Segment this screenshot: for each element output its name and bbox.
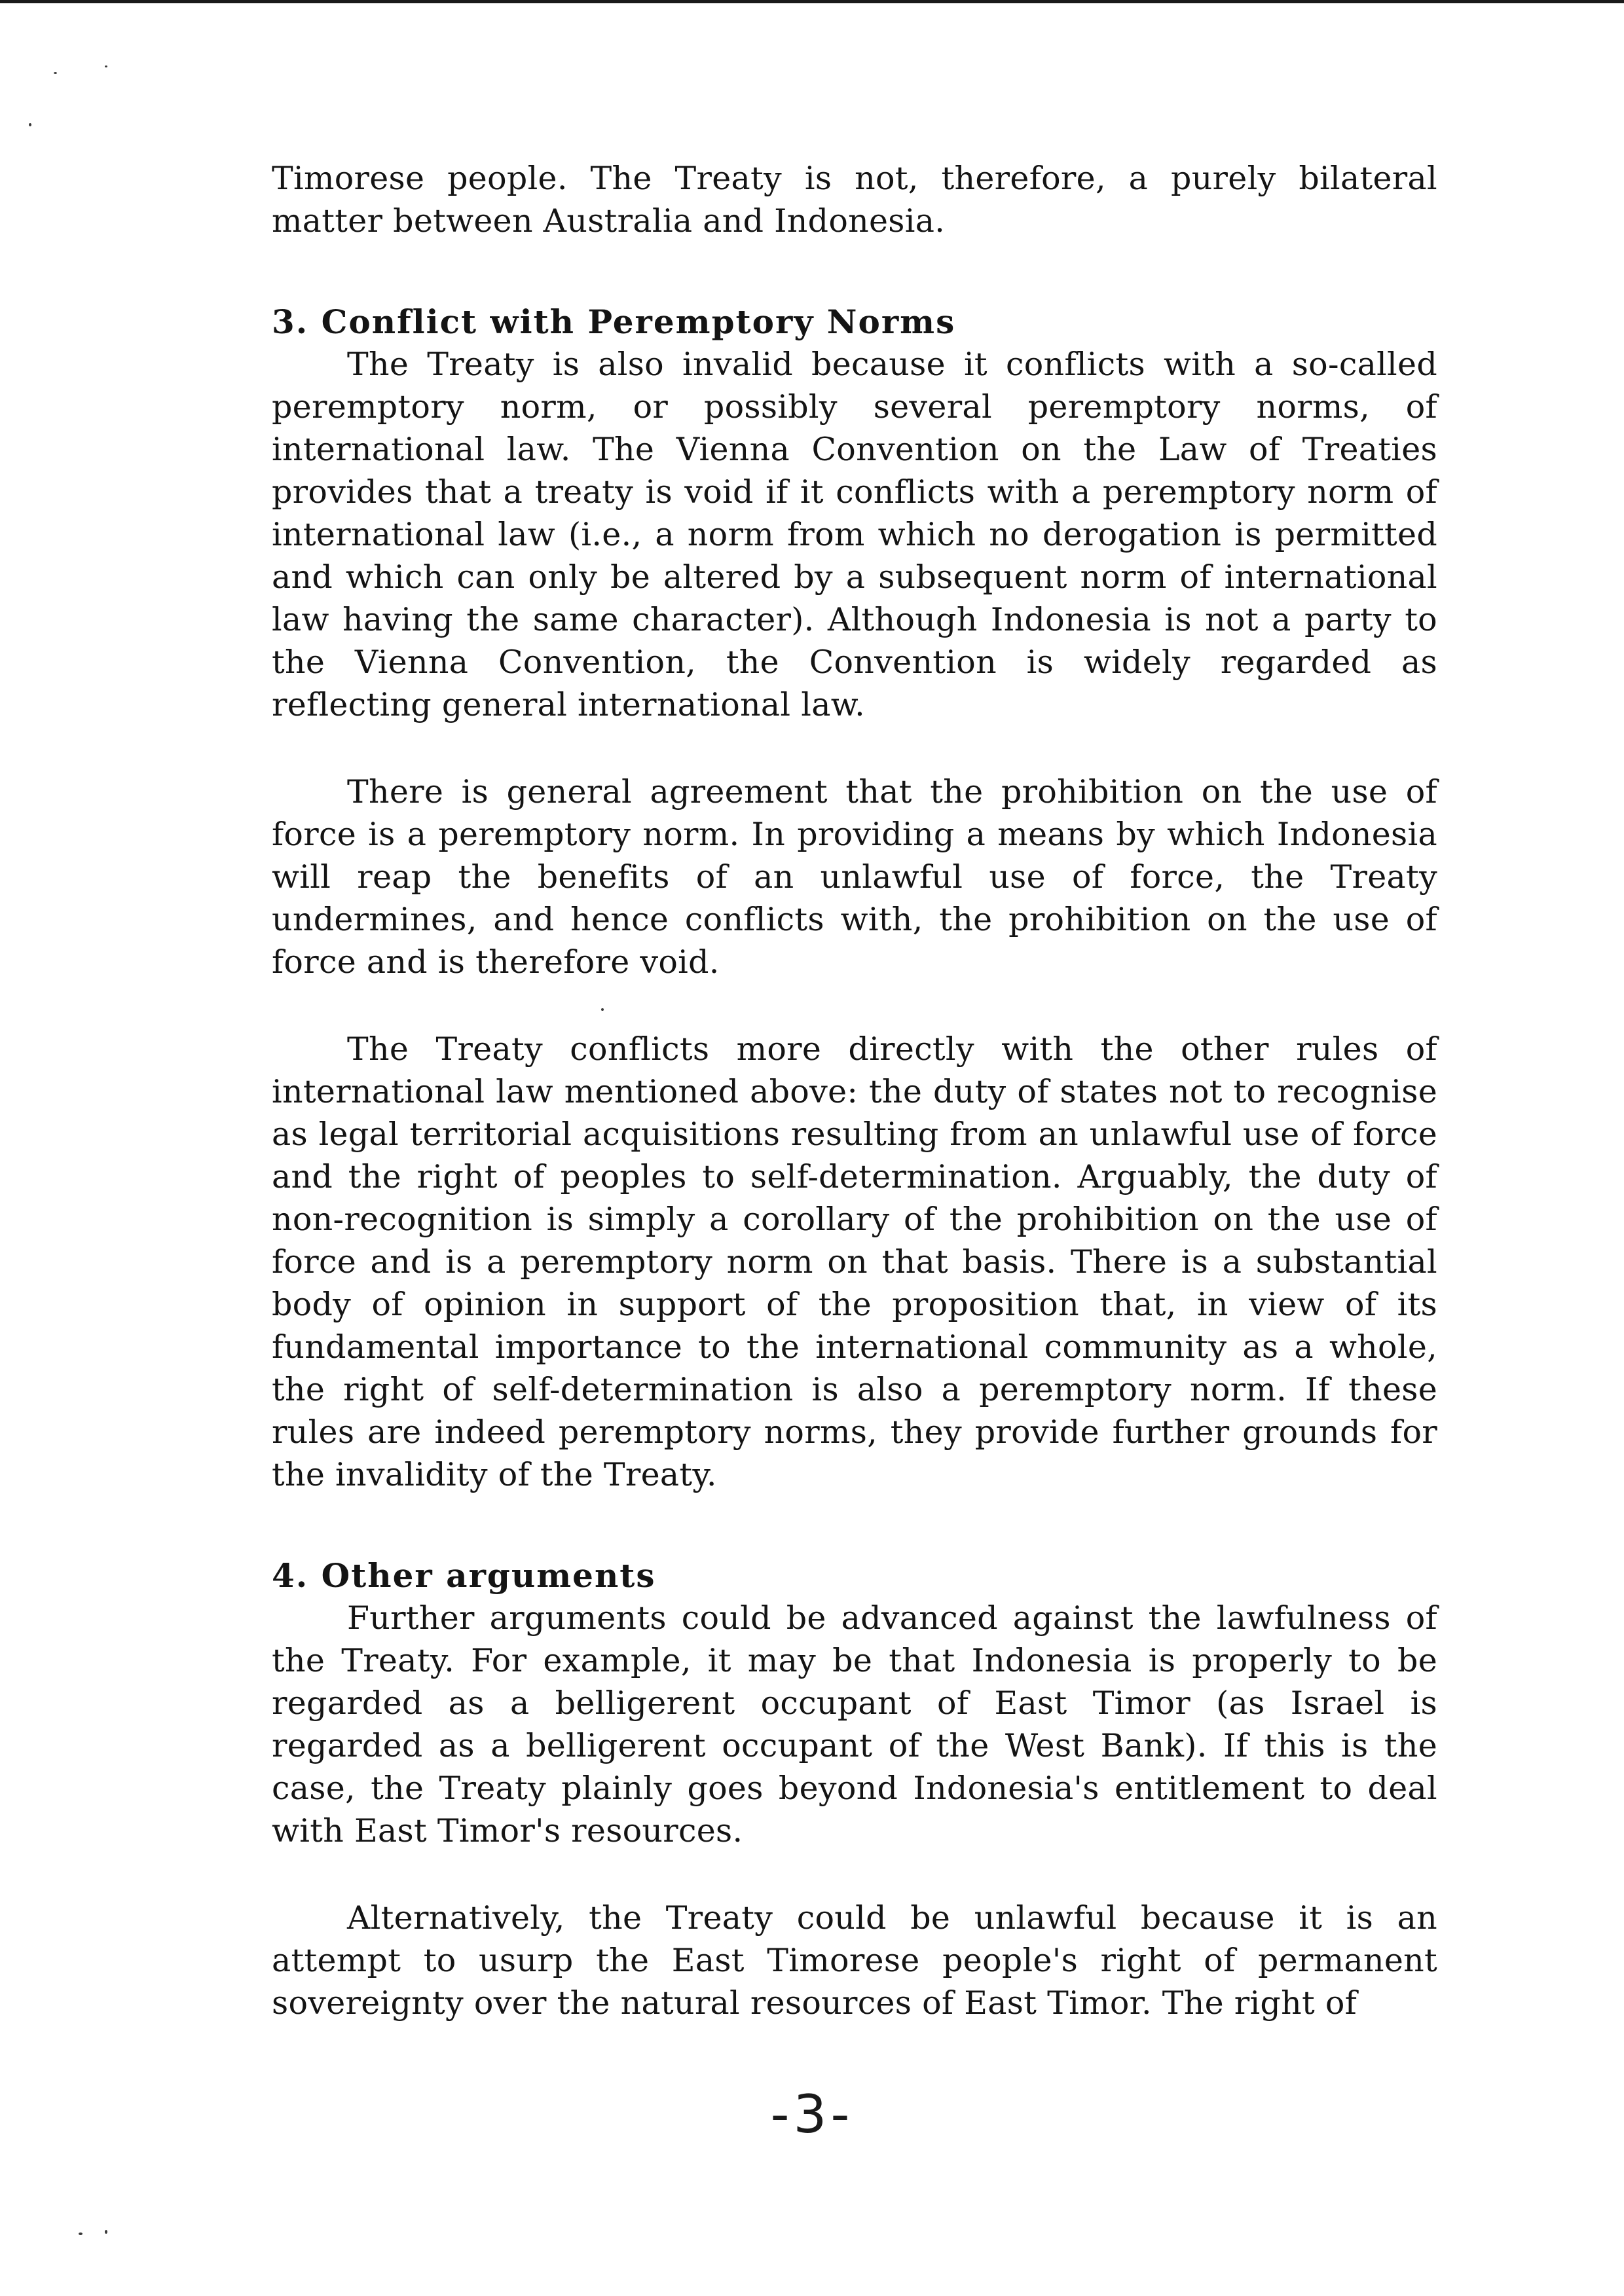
paragraph-self-determination: The Treaty conflicts more directly with the other rules of international law mentioned above: the duty of states not to recognise as legal territorial acquisitions resulting from an unlawful use of force and the right of peoples to self-determination. Arguably, the duty of non-recognition is simply a corollary of the prohibition on the use of force and is a peremptory norm on that basis. There is a substantial body of opinion in support of the proposition that, in view of its fundamental importance to the international community as a whole, the right of self-determination is also a peremptory norm. If these rules are indeed peremptory norms, they provide further grounds for the invalidity of the Treaty. <box>272 1030 1437 1493</box>
scan-speck <box>79 2232 83 2235</box>
page-top-edge <box>0 0 1624 3</box>
scan-speck <box>29 123 31 126</box>
paragraph-use-of-force: There is general agreement that the prohibition on the use of force is a peremptory norm. In providing a means by which Indonesia will reap the benefits of an unlawful use of force, the Treaty undermines, and hence conflicts with, the prohibition on the use of force and is therefore void. <box>272 773 1437 981</box>
scan-speck <box>54 72 57 74</box>
paragraph-vienna-convention: The Treaty is also invalid because it conflicts with a so-called peremptory norm, or possibly several peremptory norms, of international law. The Vienna Convention on the Law of Treaties provides that a treaty is void if it conflicts with a peremptory norm of international law (i.e., a norm from which no derogation is permitted and which can only be altered by a subsequent norm of international law having the same character). Although Indonesia is not a party to the Vienna Convention, the Convention is widely regarded as reflecting general international law. <box>272 346 1437 723</box>
section-heading-other-arguments: 4. Other arguments <box>272 1556 656 1595</box>
document-body <box>272 157 1437 2024</box>
paragraph-belligerent-occupant: Further arguments could be advanced against the lawfulness of the Treaty. For example, it may be that Indonesia is properly to be regarded as a belligerent occupant of East Timor (as Israel is regarded as a belligerent occupant of the West Bank). If this is the case, the Treaty plainly goes beyond Indonesia's entitlement to deal with East Timor's resources. <box>272 1599 1437 1850</box>
scan-speck <box>105 65 107 67</box>
paragraph-bilateral-matter: Timorese people. The Treaty is not, therefore, a purely bilateral matter between Australia and Indonesia. <box>272 160 1437 240</box>
section-heading-peremptory-norms: 3. Conflict with Peremptory Norms <box>272 302 956 341</box>
page-number: -3- <box>770 2084 854 2145</box>
paragraph-permanent-sovereignty: Alternatively, the Treaty could be unlawful because it is an attempt to usurp the East Timorese people's right of permanent sovereignty over the natural resources of East Timor. The right of <box>272 1899 1437 2022</box>
scan-speck <box>105 2230 107 2234</box>
